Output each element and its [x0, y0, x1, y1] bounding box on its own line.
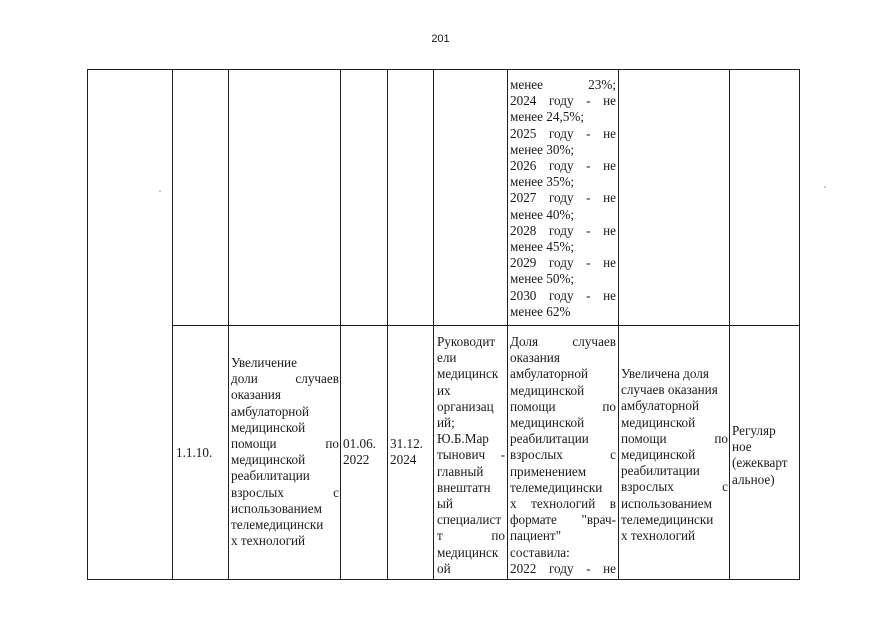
table-top-border [87, 69, 800, 70]
indicator-line: реабилитации [510, 431, 589, 447]
col-border [618, 69, 619, 580]
start-date-cell [343, 436, 387, 468]
periodicity-cell [732, 423, 798, 488]
indicator-line: медицинской [510, 382, 585, 398]
indicator-line: 2027 году - не [510, 190, 616, 206]
start-date-line: 2022 [343, 452, 370, 468]
indicator-line: менее 40%; [510, 206, 575, 222]
indicator-line: менее 35%; [510, 174, 575, 190]
result-line: амбулаторной [621, 398, 699, 414]
indicator-line: 2030 году - не [510, 287, 616, 303]
indicator-line: телемедицински [510, 479, 603, 495]
indicator-line: пациент" [510, 528, 562, 544]
responsible-line: Ю.Б.Мар [437, 431, 489, 447]
indicator-line: 2022 году - не [510, 560, 616, 576]
indicator-line: 2026 году - не [510, 158, 616, 174]
row-divider [172, 325, 800, 326]
responsible-line: тынович - [437, 447, 505, 463]
name-line: оказания [231, 387, 281, 403]
indicator-line: медицинской [510, 415, 585, 431]
col-border [799, 69, 800, 580]
name-line: реабилитации [231, 468, 310, 484]
result-line: реабилитации [621, 463, 700, 479]
col-border [729, 69, 730, 580]
table-bottom-border [87, 579, 800, 580]
result-cell [621, 366, 728, 544]
col-border [433, 69, 434, 580]
indicator-line: 2024 году - не [510, 93, 616, 109]
responsible-cell [437, 334, 505, 577]
page-number: 201 [431, 33, 450, 45]
name-line: использованием [231, 500, 322, 516]
indicator-line: менее 30%; [510, 141, 575, 157]
name-line: х технологий [231, 533, 306, 549]
responsible-line: т по [437, 528, 505, 544]
periodicity-line: Регуляр [732, 423, 776, 438]
end-date-cell [390, 436, 432, 468]
end-date-line: 2024 [390, 452, 417, 468]
indicator-line: 2028 году - не [510, 222, 616, 238]
indicator-line: х технологий в [510, 496, 616, 512]
responsible-line: организац [437, 398, 494, 414]
responsible-line: главный [437, 463, 484, 479]
name-line: телемедицински [231, 517, 324, 533]
periodicity-line: ное [732, 439, 752, 455]
periodicity-line: альное) [732, 471, 775, 487]
name-line: медицинской [231, 452, 306, 468]
responsible-line: внештатн [437, 479, 491, 495]
indicator-line: формате "врач- [510, 512, 616, 528]
end-date-line: 31.12. [390, 436, 423, 451]
responsible-line: ели [437, 350, 457, 366]
top-indicator-cell [510, 77, 616, 320]
indicator-line: Доля случаев [510, 334, 616, 349]
indicator-line: взрослых с [510, 447, 616, 463]
result-line: взрослых с [621, 479, 728, 495]
name-line: Увеличение [231, 355, 297, 370]
indicator-line: менее 23%; [510, 77, 616, 92]
responsible-line: ий; [437, 415, 455, 431]
result-line: случаев оказания [621, 382, 718, 398]
name-line: амбулаторной [231, 403, 309, 419]
result-line: телемедицински [621, 511, 714, 527]
indicator-line: амбулаторной [510, 366, 588, 382]
col-border [87, 69, 88, 580]
result-line: х технологий [621, 528, 696, 544]
responsible-line: специалист [437, 512, 502, 528]
scan-speck [824, 186, 826, 188]
name-line: помощи по [231, 436, 339, 452]
responsible-line: медицинск [437, 544, 499, 560]
result-line: Увеличена доля [621, 366, 709, 381]
responsible-line: ой [437, 560, 451, 576]
indicator-line: 2029 году - не [510, 255, 616, 271]
result-line: медицинской [621, 414, 696, 430]
col-border [507, 69, 508, 580]
name-line: взрослых с [231, 484, 339, 500]
col-border [387, 69, 388, 580]
indicator-line: применением [510, 463, 587, 479]
col-border [340, 69, 341, 580]
indicator-line: менее 24,5%; [510, 109, 584, 125]
responsible-line: медицинск [437, 366, 499, 382]
result-line: использованием [621, 495, 712, 511]
periodicity-line: (ежекварт [732, 455, 788, 471]
col-border [172, 69, 173, 580]
indicator-line: менее 62% [510, 303, 571, 319]
result-line: помощи по [621, 430, 728, 446]
responsible-line: их [437, 382, 451, 398]
scan-speck [159, 190, 161, 192]
row-number: 1.1.10. [176, 445, 213, 460]
measure-name-cell [231, 355, 339, 549]
indicator-line: помощи по [510, 398, 616, 414]
indicator-line: менее 50%; [510, 271, 575, 287]
indicator-line: составила: [510, 544, 570, 560]
indicator-line: оказания [510, 350, 560, 366]
name-line: медицинской [231, 419, 306, 435]
indicator-line: 2025 году - не [510, 125, 616, 141]
result-line: медицинской [621, 447, 696, 463]
responsible-line: ый [437, 496, 453, 512]
responsible-line: Руководит [437, 334, 496, 349]
start-date-line: 01.06. [343, 436, 376, 451]
indicator-line: менее 45%; [510, 239, 575, 255]
col-border [228, 69, 229, 580]
indicator-cell [510, 334, 616, 577]
name-line: доли случаев [231, 371, 339, 387]
